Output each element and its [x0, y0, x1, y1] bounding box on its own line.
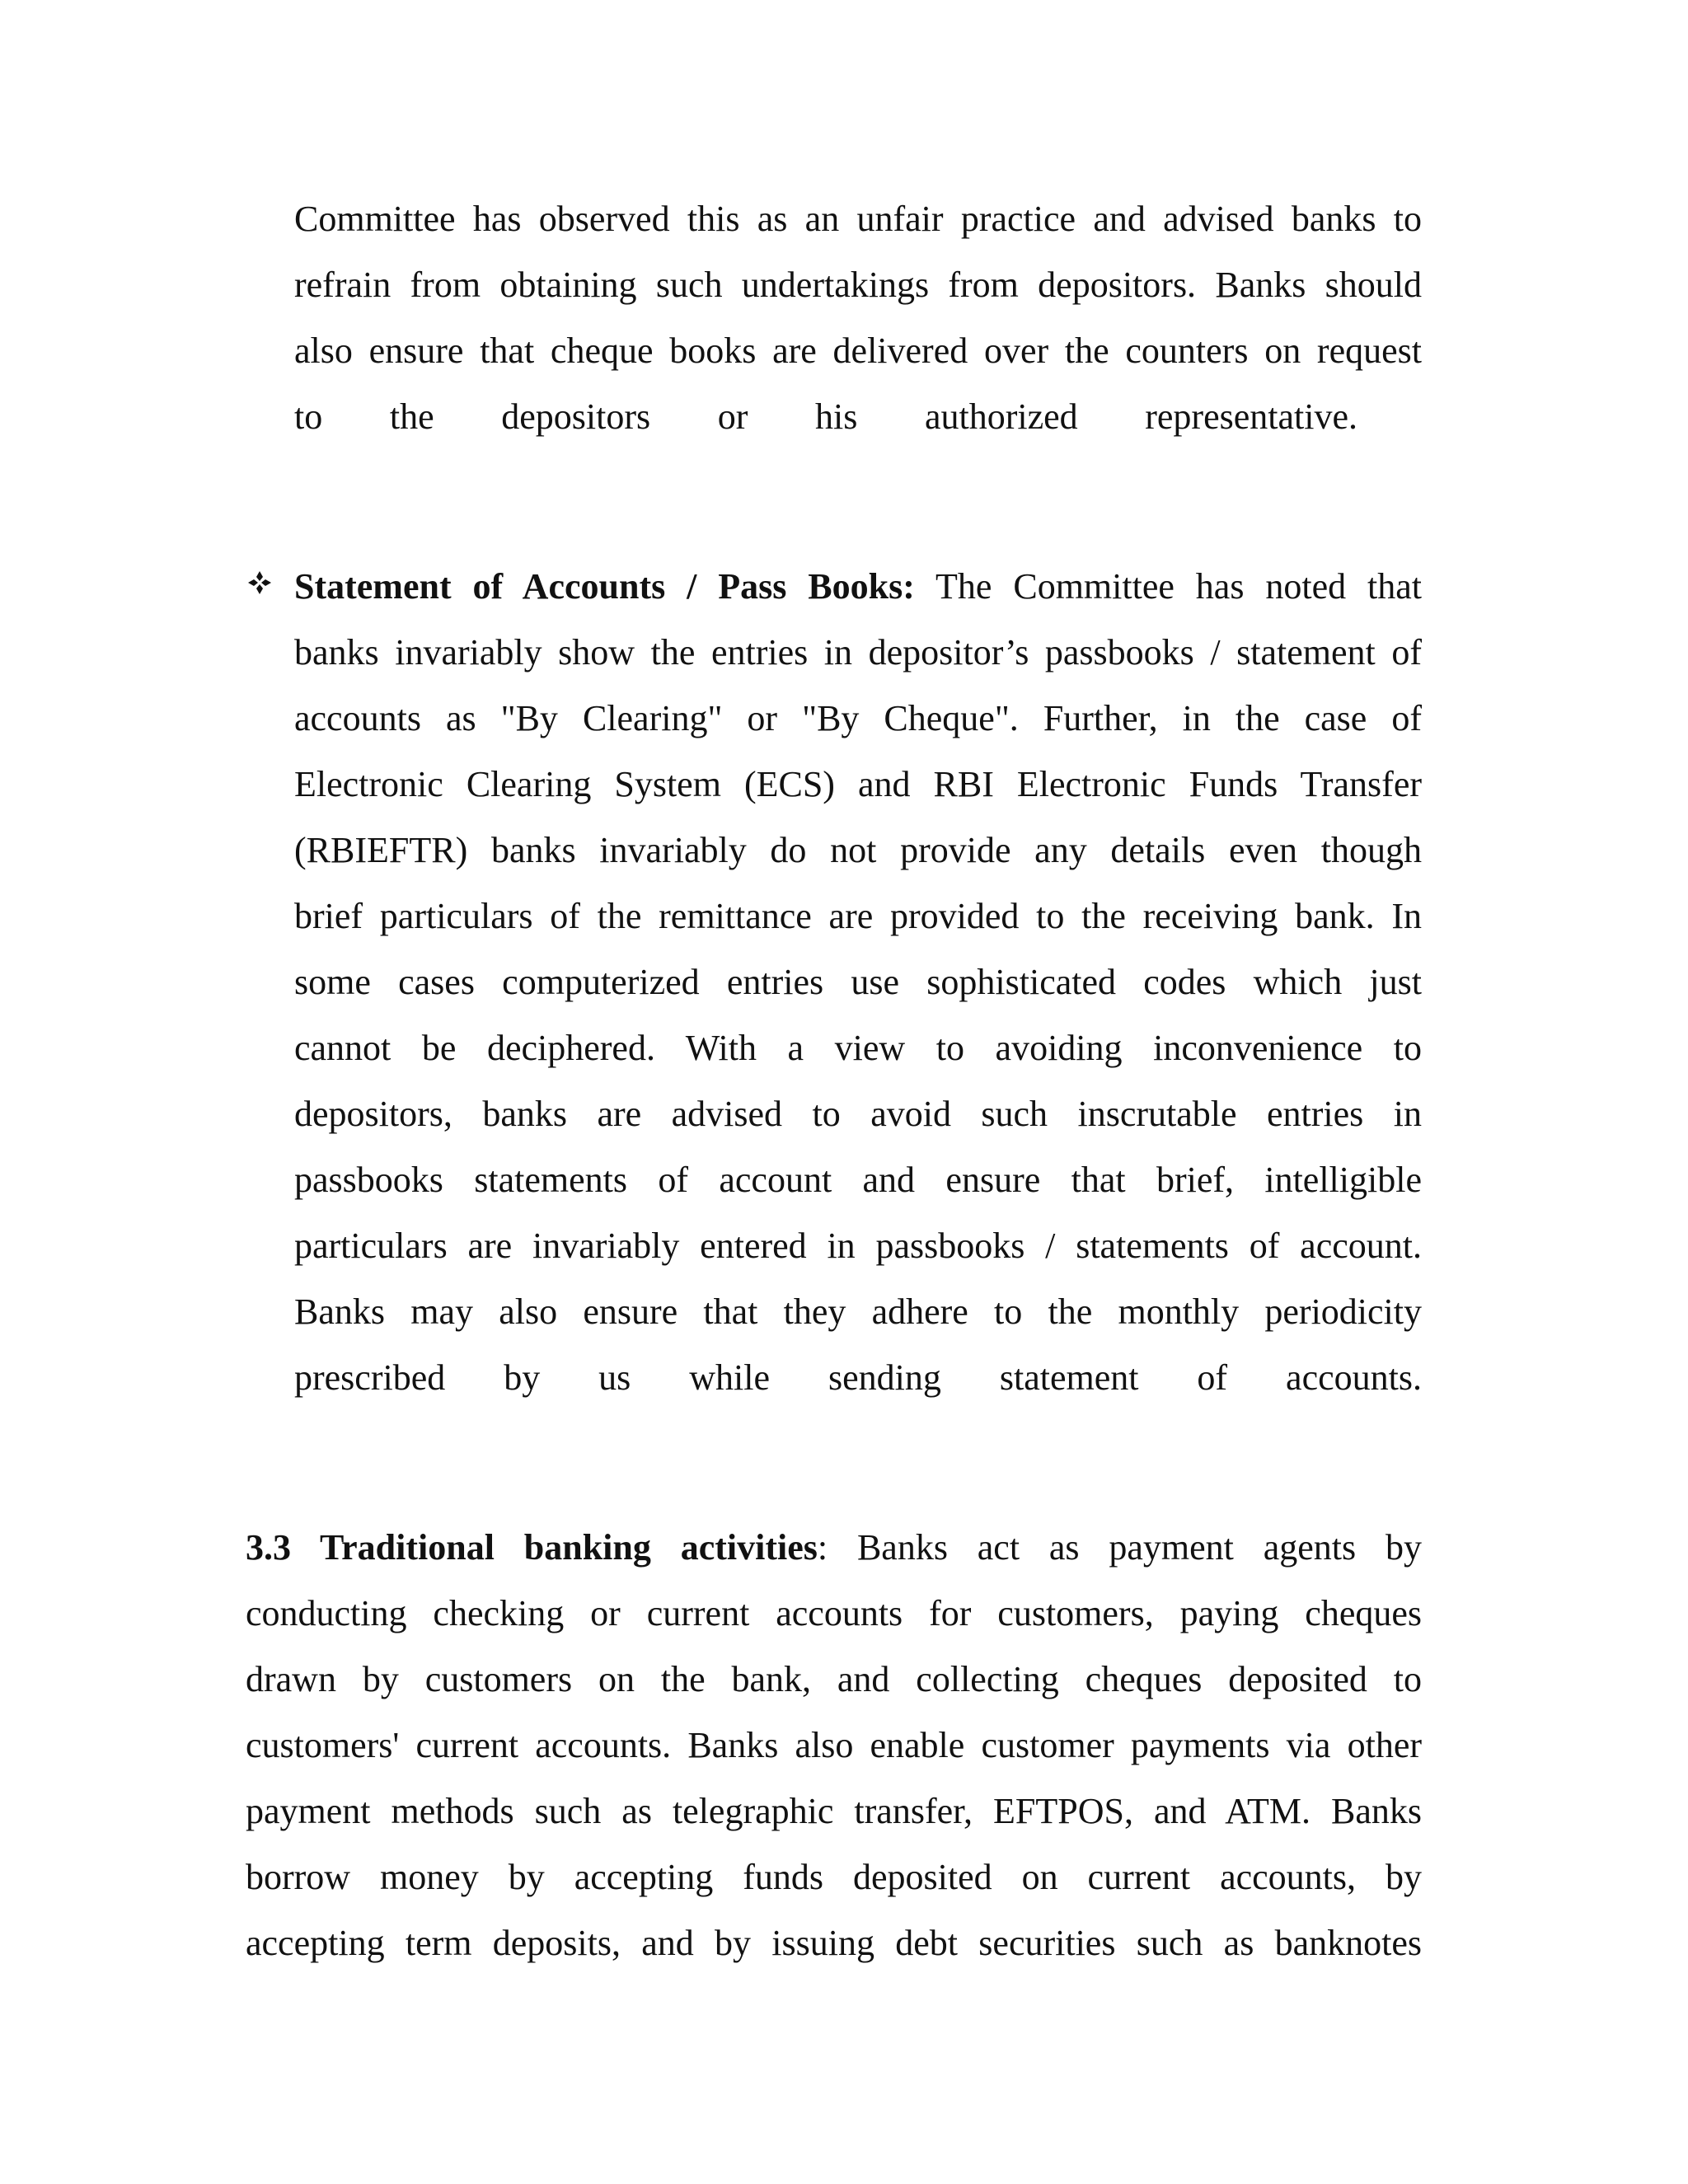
text-line: cannot be deciphered. With a view to avoiding inconvenience to	[294, 1028, 1422, 1068]
section-heading: Statement of Accounts / Pass Books:	[294, 566, 915, 607]
text-line: drawn by customers on the bank, and collecting cheques deposited to	[246, 1659, 1422, 1699]
text-line: borrow money by accepting funds deposited on current accounts, by	[246, 1857, 1422, 1897]
text-line: Banks may also ensure that they adhere to the monthly periodicity	[294, 1291, 1422, 1332]
text-line: passbooks statements of account and ensure that brief, intelligible	[294, 1160, 1422, 1200]
text-line: brief particulars of the remittance are provided to the receiving bank. In	[294, 896, 1422, 936]
text-line: particulars are invariably entered in passbooks / statements of account.	[294, 1226, 1422, 1266]
text-line: customers' current accounts. Banks also enable customer payments via other	[246, 1725, 1422, 1765]
text-line: also ensure that cheque books are delivered over the counters on request	[294, 330, 1422, 371]
paragraph-statement-of-accounts	[294, 565, 1422, 1439]
text-line	[294, 565, 1422, 608]
text-line: refrain from obtaining such undertakings from depositors. Banks should	[294, 265, 1422, 305]
heading-continuation: The Committee has noted that	[914, 566, 1423, 607]
section-heading: 3.3 Traditional banking activities	[246, 1527, 818, 1568]
heading-continuation: : Banks act as payment agents by	[817, 1527, 1422, 1568]
paragraph-traditional-banking	[246, 1526, 1422, 2004]
text-line: to the depositors or his authorized representative.	[294, 396, 1357, 437]
text-line: prescribed by us while sending statement of accounts.	[294, 1357, 1422, 1398]
text-line: depositors, banks are advised to avoid such inscrutable entries in	[294, 1094, 1422, 1134]
text-line: conducting checking or current accounts for customers, paying cheques	[246, 1593, 1422, 1633]
text-line: banks invariably show the entries in depositor’s passbooks / statement of	[294, 632, 1422, 673]
text-line: (RBIEFTR) banks invariably do not provide any details even though	[294, 830, 1422, 870]
text-line	[246, 1526, 1422, 1569]
text-line: accounts as "By Clearing" or "By Cheque". Further, in the case of	[294, 698, 1422, 738]
text-line: some cases computerized entries use sophisticated codes which just	[294, 962, 1422, 1002]
text-line: accepting term deposits, and by issuing debt securities such as banknotes	[246, 1923, 1422, 1963]
text-line: Committee has observed this as an unfair practice and advised banks to	[294, 199, 1422, 239]
diamond-bullet-icon	[247, 570, 272, 595]
text-line: Electronic Clearing System (ECS) and RBI Electronic Funds Transfer	[294, 764, 1422, 804]
text-line: payment methods such as telegraphic transfer, EFTPOS, and ATM. Banks	[246, 1791, 1422, 1831]
paragraph-cheque-books	[294, 198, 1422, 445]
